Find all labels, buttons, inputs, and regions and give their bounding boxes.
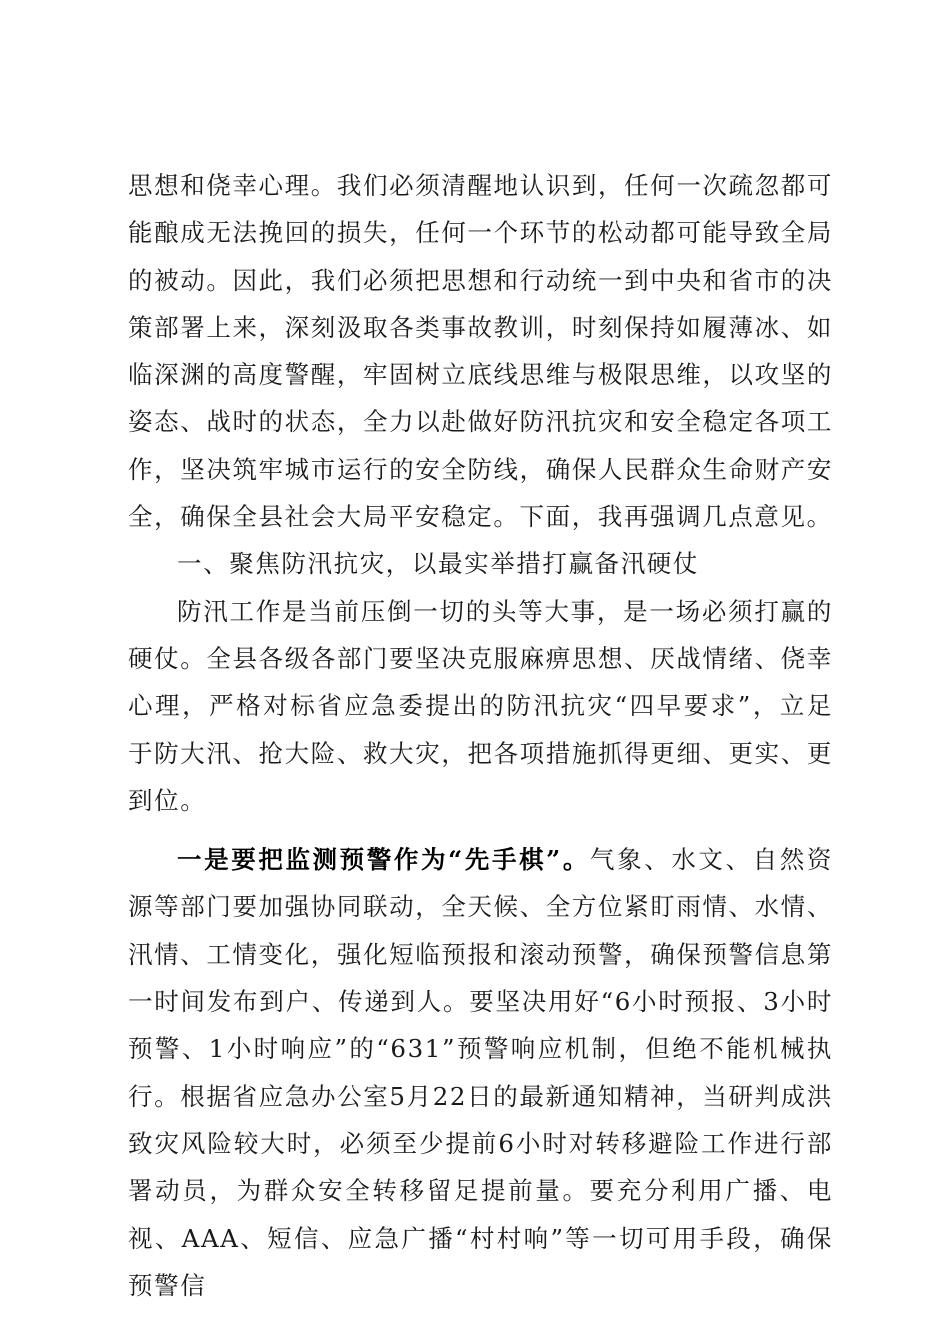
paragraph-monitoring-warning [128, 836, 833, 1309]
paragraph-flood-intro: 防汛工作是当前压倒一切的头等大事，是一场必须打赢的硬仗。全县各级各部门要坚决克服麻痹思想、厌战情绪、侥幸心理，严格对标省应急委提出的防汛抗灾“四早要求”，立足于防大汛、抢大险、救大灾，把各项措施抓得更细、更实、更到位。 [128, 596, 833, 815]
paragraph-monitoring-text: 气象、水文、自然资源等部门要加强协同联动，全天候、全方位紧盯雨情、水情、汛情、工情变化，强化短临预报和滚动预警，确保预警信息第一时间发布到户、传递到人。要坚决用好“6小时预报、3小时预警、1小时响应”的“631”预警响应机制，但绝不能机械执行。根据省应急办公室5月22日的最新通知精神，当研判成洪致灾风险较大时，必须至少提前6小时对转移避险工作进行部署动员，为群众安全转移留足提前量。要充分利用广播、电视、AAA、短信、应急广播“村村响”等一切可用手段，确保预警信 [128, 845, 833, 1300]
paragraph-continuation: 思想和侥幸心理。我们必须清醒地认识到，任何一次疏忽都可能酿成无法挽回的损失，任何一个环节的松动都可能导致全局的被动。因此，我们必须把思想和行动统一到中央和省市的决策部署上来，深刻汲取各类事故教训，时刻保持如履薄冰、如临深渊的高度警醒，牢固树立底线思维与极限思维，以攻坚的姿态、战时的状态，全力以赴做好防汛抗灾和安全稳定各项工作，坚决筑牢城市运行的安全防线，确保人民群众生命财产安全，确保全县社会大局平安稳定。下面，我再强调几点意见。 [128, 171, 833, 532]
paragraph-lead-bold: 一是要把监测预警作为“先手棋”。 [177, 845, 590, 875]
section-heading: 一、聚焦防汛抗灾，以最实举措打赢备汛硬仗 [177, 549, 699, 579]
document-body [128, 162, 833, 1309]
